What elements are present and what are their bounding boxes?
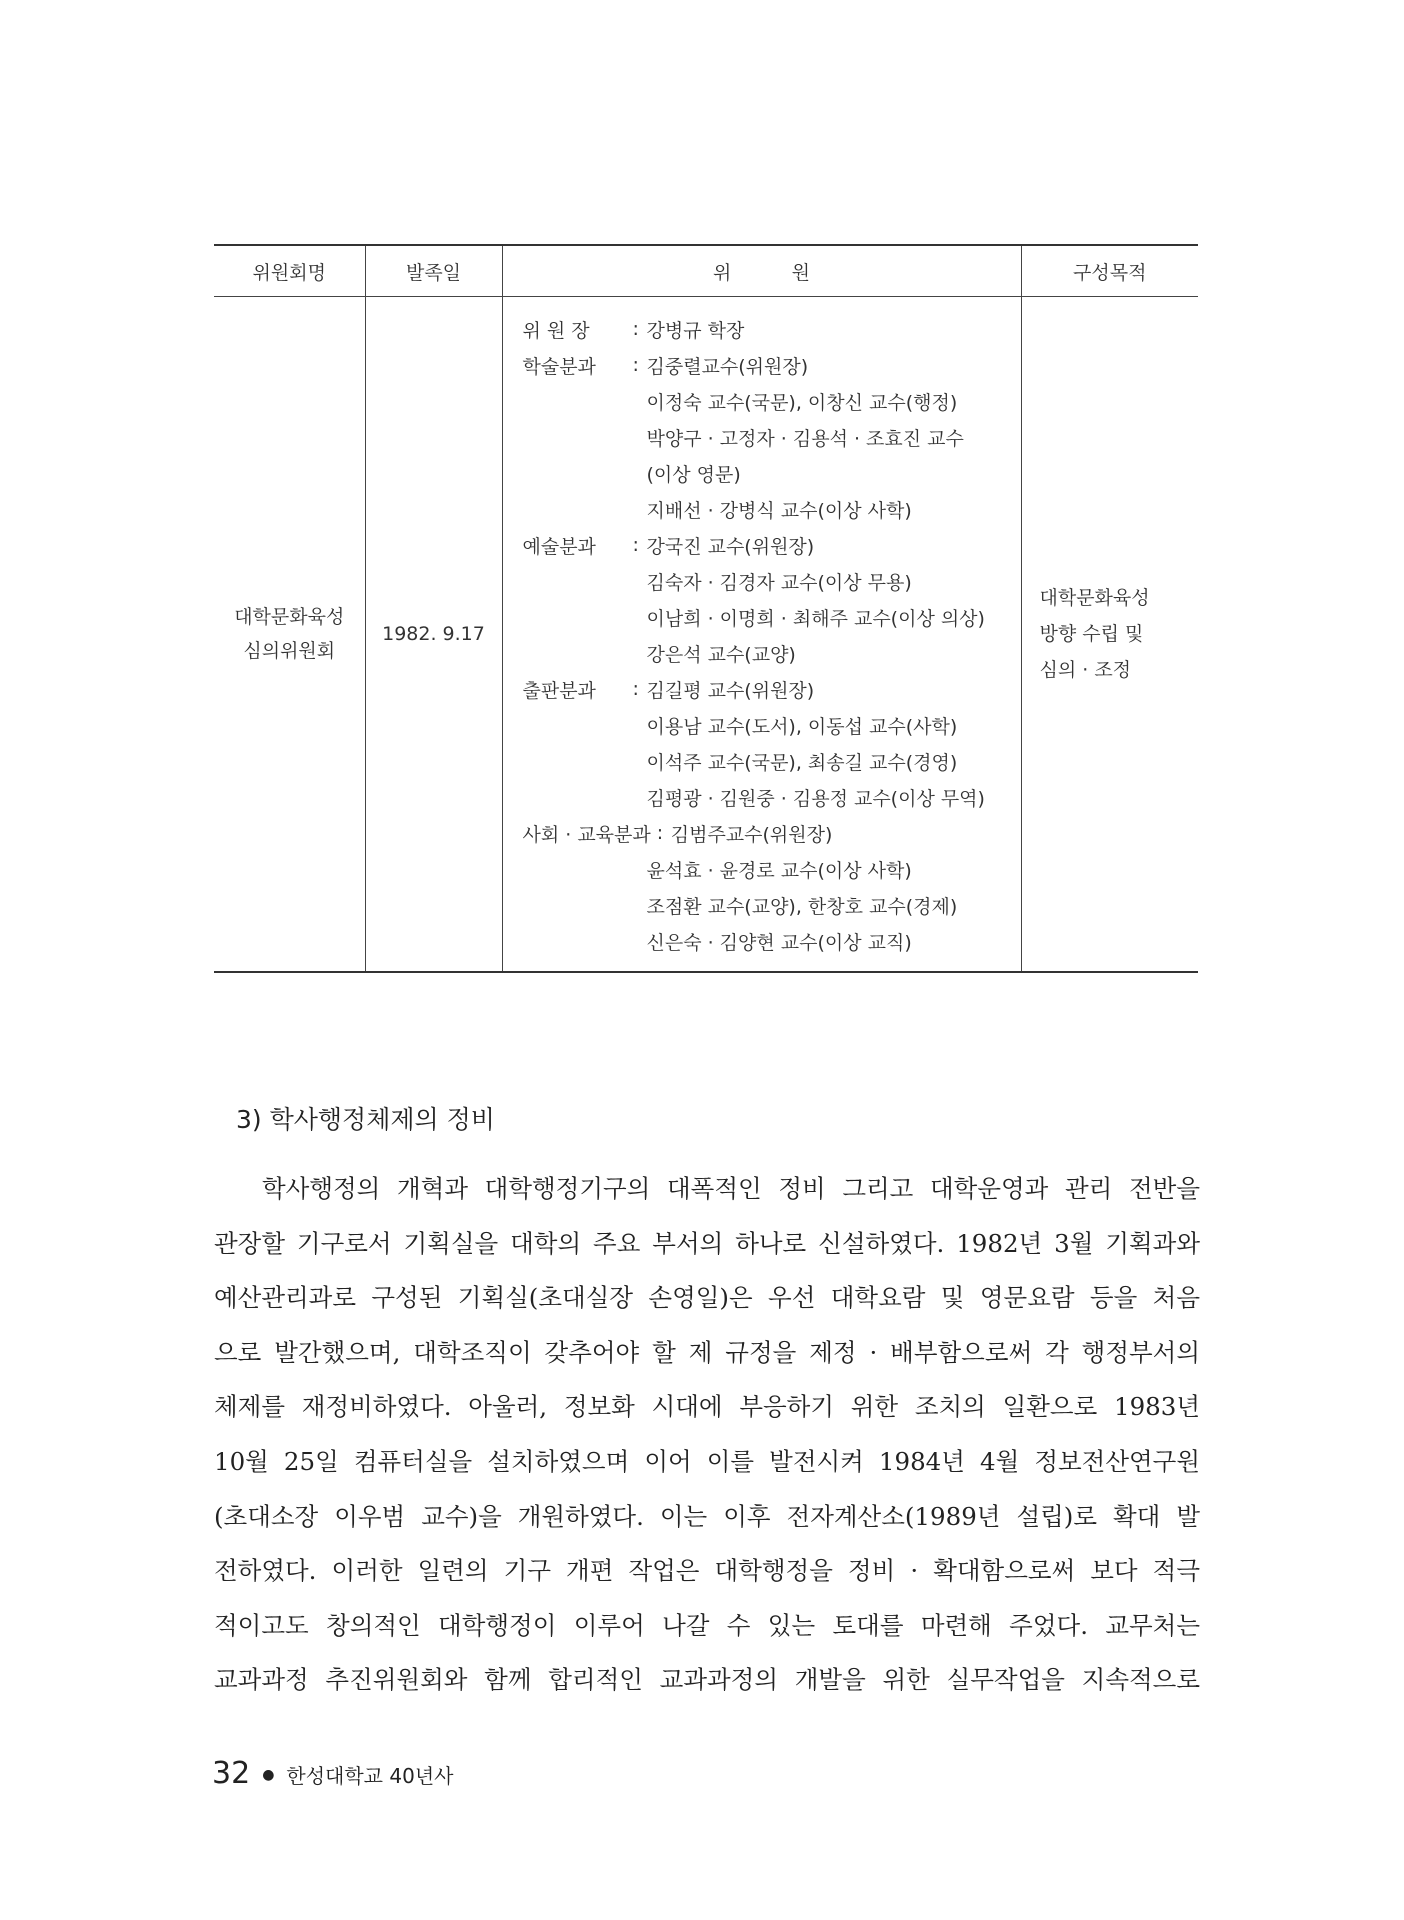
paragraph-line: 학사행정의 개혁과 대학행정기구의 대폭적인 정비 그리고 대학운영과 관리 전반을 xyxy=(262,1174,1200,1203)
member-line xyxy=(523,743,1021,779)
member-line xyxy=(523,491,1021,527)
paragraph-line: 전하였다. 이러한 일련의 기구 개편 작업은 대학행정을 정비 · 확대함으로써 보다 적극 xyxy=(214,1556,1200,1586)
bullet-icon: ● xyxy=(262,1767,275,1783)
member-text: 김중렬교수(위원장) xyxy=(646,355,809,378)
member-text: 이석주 교수(국문), 최송길 교수(경영) xyxy=(646,751,958,774)
member-line xyxy=(523,347,1021,383)
member-line xyxy=(523,923,1021,959)
member-text: 신은숙 · 김양현 교수(이상 교직) xyxy=(646,931,912,954)
member-line xyxy=(523,527,1021,563)
page-number: 32 xyxy=(212,1756,251,1791)
member-text: 김평광 · 김원중 · 김용정 교수(이상 무역) xyxy=(646,787,985,810)
member-line xyxy=(523,815,1021,851)
member-group-label: 출판분과 xyxy=(522,679,596,702)
member-line xyxy=(523,707,1021,743)
member-group-label: 예술분과 xyxy=(522,535,596,558)
member-text: 이남희 · 이명희 · 최해주 교수(이상 의상) xyxy=(646,607,985,630)
committee-table xyxy=(214,244,1198,973)
member-line xyxy=(523,563,1021,599)
purpose-line: 심의 · 조정 xyxy=(1039,659,1132,681)
member-text: 지배선 · 강병식 교수(이상 사학) xyxy=(646,499,912,522)
member-separator: : xyxy=(632,534,639,556)
member-text: 강국진 교수(위원장) xyxy=(646,535,815,558)
paragraph-line: 10월 25일 컴퓨터실을 설치하였으며 이어 이를 발전시켜 1984년 4월 정보전산연구원 xyxy=(214,1446,1200,1476)
paragraph-line: 예산관리과로 구성된 기획실(초대실장 손영일)은 우선 대학요람 및 영문요람 등을 처음 xyxy=(214,1283,1200,1313)
member-line xyxy=(523,419,1021,455)
purpose-line: 방향 수립 및 xyxy=(1039,623,1144,645)
member-separator: : xyxy=(656,822,664,844)
member-text: 이용남 교수(도서), 이동섭 교수(사학) xyxy=(646,715,958,738)
header-committee-name: 위원회명 xyxy=(214,245,365,297)
paragraph-line: (초대소장 이우범 교수)을 개원하였다. 이는 이후 전자계산소(1989년 설립)로 확대 발 xyxy=(214,1501,1200,1531)
paragraph-line: 으로 발간했으며, 대학조직이 갖추어야 할 제 규정을 제정 · 배부함으로써 각 행정부서의 xyxy=(214,1337,1200,1367)
member-line xyxy=(523,851,1021,887)
section-title: 3) 학사행정체제의 정비 xyxy=(236,1105,495,1134)
member-line xyxy=(523,311,1021,347)
member-group-label: 위 원 장 xyxy=(522,319,590,342)
member-line xyxy=(523,779,1021,815)
member-text: 강은석 교수(교양) xyxy=(646,643,796,666)
member-line xyxy=(523,635,1021,671)
header-members: 위 원 xyxy=(502,245,1021,297)
paragraph-line: 관장할 기구로서 기획실을 대학의 주요 부서의 하나로 신설하였다. 1982년 3월 기획과와 xyxy=(214,1228,1200,1258)
paragraph-line: 체제를 재정비하였다. 아울러, 정보화 시대에 부응하기 위한 조치의 일환으로 1983년 xyxy=(214,1392,1200,1422)
member-text: 강병규 학장 xyxy=(646,319,745,342)
header-purpose: 구성목적 xyxy=(1021,245,1198,297)
header-founded-date: 발족일 xyxy=(365,245,502,297)
body-paragraph xyxy=(214,1162,1200,1708)
committee-name-line: 심의위원회 xyxy=(243,640,336,662)
committee-name-line: 대학문화육성 xyxy=(234,606,345,628)
members-cell xyxy=(502,297,1021,973)
paragraph-line: 적이고도 창의적인 대학행정이 이루어 나갈 수 있는 토대를 마련해 주었다. 교무처는 xyxy=(214,1610,1200,1640)
member-line xyxy=(523,383,1021,419)
member-text: 이정숙 교수(국문), 이창신 교수(행정) xyxy=(646,391,958,414)
member-line xyxy=(523,671,1021,707)
member-group-label: 학술분과 xyxy=(522,355,596,378)
table-row xyxy=(214,297,1198,973)
member-text: 김범주교수(위원장) xyxy=(670,823,833,846)
committee-name-cell xyxy=(214,297,365,973)
purpose-line: 대학문화육성 xyxy=(1039,587,1150,609)
table-header xyxy=(214,245,1198,297)
member-separator: : xyxy=(632,318,639,340)
member-group-label: 사회 · 교육분과 xyxy=(522,823,651,846)
member-line xyxy=(523,599,1021,635)
member-text: 박양구 · 고정자 · 김용석 · 조효진 교수 xyxy=(646,427,964,450)
member-separator: : xyxy=(632,354,639,376)
member-separator: : xyxy=(632,678,639,700)
member-text: (이상 영문) xyxy=(646,463,741,486)
member-text: 김숙자 · 김경자 교수(이상 무용) xyxy=(646,571,912,594)
paragraph-line: 교과과정 추진위원회와 함께 합리적인 교과과정의 개발을 위한 실무작업을 지속적으로 xyxy=(214,1665,1200,1695)
book-title: 한성대학교 40년사 xyxy=(286,1764,454,1788)
founded-date-cell: 1982. 9.17 xyxy=(365,297,502,973)
member-text: 김길평 교수(위원장) xyxy=(646,679,815,702)
page-footer xyxy=(212,1756,453,1791)
member-line xyxy=(523,887,1021,923)
member-text: 조점환 교수(교양), 한창호 교수(경제) xyxy=(646,895,958,918)
purpose-cell xyxy=(1021,297,1198,973)
member-text: 윤석효 · 윤경로 교수(이상 사학) xyxy=(646,859,912,882)
member-line xyxy=(523,455,1021,491)
